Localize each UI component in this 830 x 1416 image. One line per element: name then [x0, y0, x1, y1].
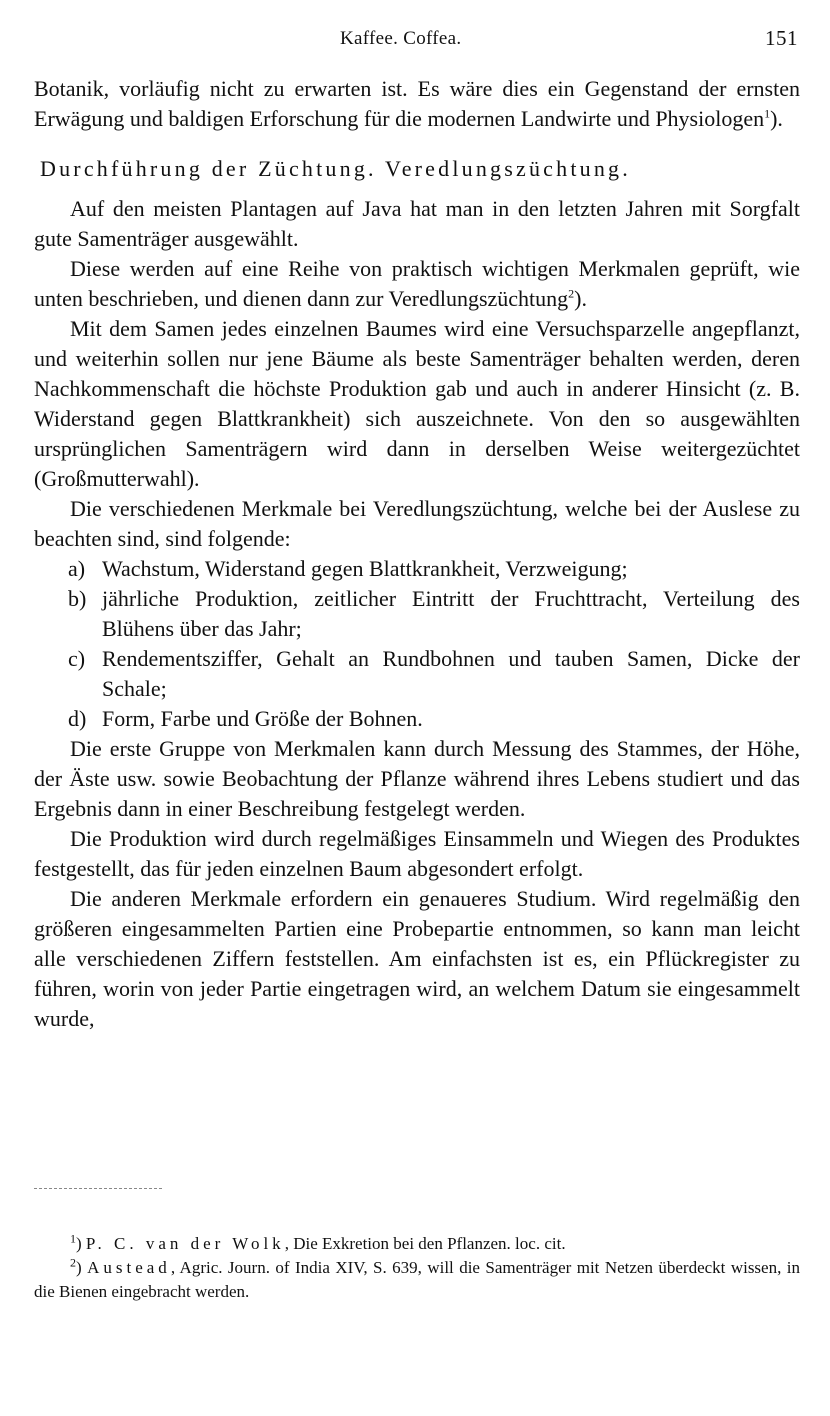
footnote-author: Austead	[87, 1258, 171, 1277]
paragraph: Auf den meisten Plantagen auf Java hat man in den letzten Jahren mit Sorgfalt gute Samenträger ausgewählt.	[34, 196, 800, 251]
paragraph-end: ).	[770, 106, 783, 131]
section-heading: Durchführung der Züchtung. Veredlungszüchtung.	[40, 156, 631, 181]
footnote-author: P. C. van der Wolk	[85, 1234, 285, 1253]
paragraph: Die Produktion wird durch regelmäßiges Einsammeln und Wiegen des Produktes festgestellt, das für jeden einzelnen Baum abgesondert erfolgt.	[34, 826, 800, 881]
list-item-label: b)	[68, 586, 87, 611]
list-item-text: Rendementsziffer, Gehalt an Rundbohnen und tauben Samen, Dicke der Schale;	[102, 646, 800, 701]
list-item-label: c)	[68, 646, 86, 671]
list-item-label: d)	[68, 706, 87, 731]
list-item	[34, 704, 800, 734]
list-item	[34, 644, 800, 704]
paragraph-end: ).	[574, 286, 587, 311]
paragraph	[34, 254, 800, 314]
footnote-ref: 2	[568, 286, 575, 301]
list-item-label: a)	[68, 556, 86, 581]
footnotes	[34, 1232, 800, 1304]
paragraph: Die erste Gruppe von Merkmalen kann durch Messung des Stammes, der Höhe, der Äste usw. sowie Beobachtung der Pflanze während ihres Lebens studiert und das Ergebnis dann in einer Beschreibung festgelegt werden.	[34, 736, 800, 821]
paragraph: Die anderen Merkmale erfordern ein genaueres Studium. Wird regelmäßig den größeren eingesammelten Partien eine Probepartie entnommen, so kann man leicht alle verschiedenen Ziffern feststellen. Am einfachsten ist es, ein Pflückregister zu führen, worin von jeder Partie eingetragen wird, an welchem Datum sie eingesammelt wurde,	[34, 886, 800, 1031]
footnote-marker: 2	[70, 1255, 76, 1270]
running-head	[0, 20, 830, 50]
footnote-marker: 1	[70, 1231, 76, 1246]
footnote: $^1$) P. C. van der Wolk, Die Exkretion bei den Pflanzen. loc. cit.	[70, 1231, 566, 1253]
footnote-ref: 1	[764, 106, 771, 121]
list-item-text: jährliche Produktion, zeitlicher Eintritt der Fruchttracht, Verteilung des Blühens über das Jahr;	[102, 586, 800, 641]
page-number: 151	[765, 26, 798, 50]
running-head-title: Kaffee. Coffea.	[340, 28, 462, 49]
paragraph-text: Diese werden auf eine Reihe von praktisch wichtigen Merkmalen geprüft, wie unten beschrieben, und dienen dann zur Veredlungszüchtung	[34, 256, 800, 311]
paragraph: Mit dem Samen jedes einzelnen Baumes wird eine Versuchsparzelle angepflanzt, und weiterhin sollen nur jene Bäume als beste Samenträger behalten werden, deren Nachkommenschaft die höchste Produktion gab und auch in anderer Hinsicht (z. B. Widerstand gegen Blattkrankheit) sich auszeichnete. Von den so ausgewählten ursprünglichen Samenträgern wird dann in derselben Weise weitergezüchtet (Großmutterwahl).	[34, 316, 800, 491]
list-item	[34, 584, 800, 644]
criteria-list	[34, 554, 800, 734]
list-item-text: Form, Farbe und Größe der Bohnen.	[102, 706, 423, 731]
list-item	[34, 554, 800, 584]
paragraph-text: Botanik, vorläufig nicht zu erwarten ist. Es wäre dies ein Gegenstand der ernsten Erwägung und baldigen Erforschung für die modernen Landwirte und Physiologen	[34, 76, 800, 131]
paragraph: Die verschiedenen Merkmale bei Veredlungszüchtung, welche bei der Auslese zu beachten sind, sind folgende:	[34, 496, 800, 551]
paragraph-continuation	[34, 74, 800, 134]
footnote-text: , Agric. Journ. of India XIV, S. 639, will die Samenträger mit Netzen überdeckt wissen, in die Bienen eingebracht werden.	[34, 1258, 800, 1301]
list-item-text: Wachstum, Widerstand gegen Blattkrankheit, Verzweigung;	[102, 556, 628, 581]
footnote: $^2$) Austead, Agric. Journ. of India XIV, S. 639, will die Samenträger mit Netzen überdeckt wissen, in die Bienen eingebracht werden.	[34, 1255, 800, 1301]
main-text	[34, 74, 800, 1034]
footnote-text: , Die Exkretion bei den Pflanzen. loc. cit.	[284, 1234, 566, 1253]
footnote-divider	[34, 1188, 162, 1189]
